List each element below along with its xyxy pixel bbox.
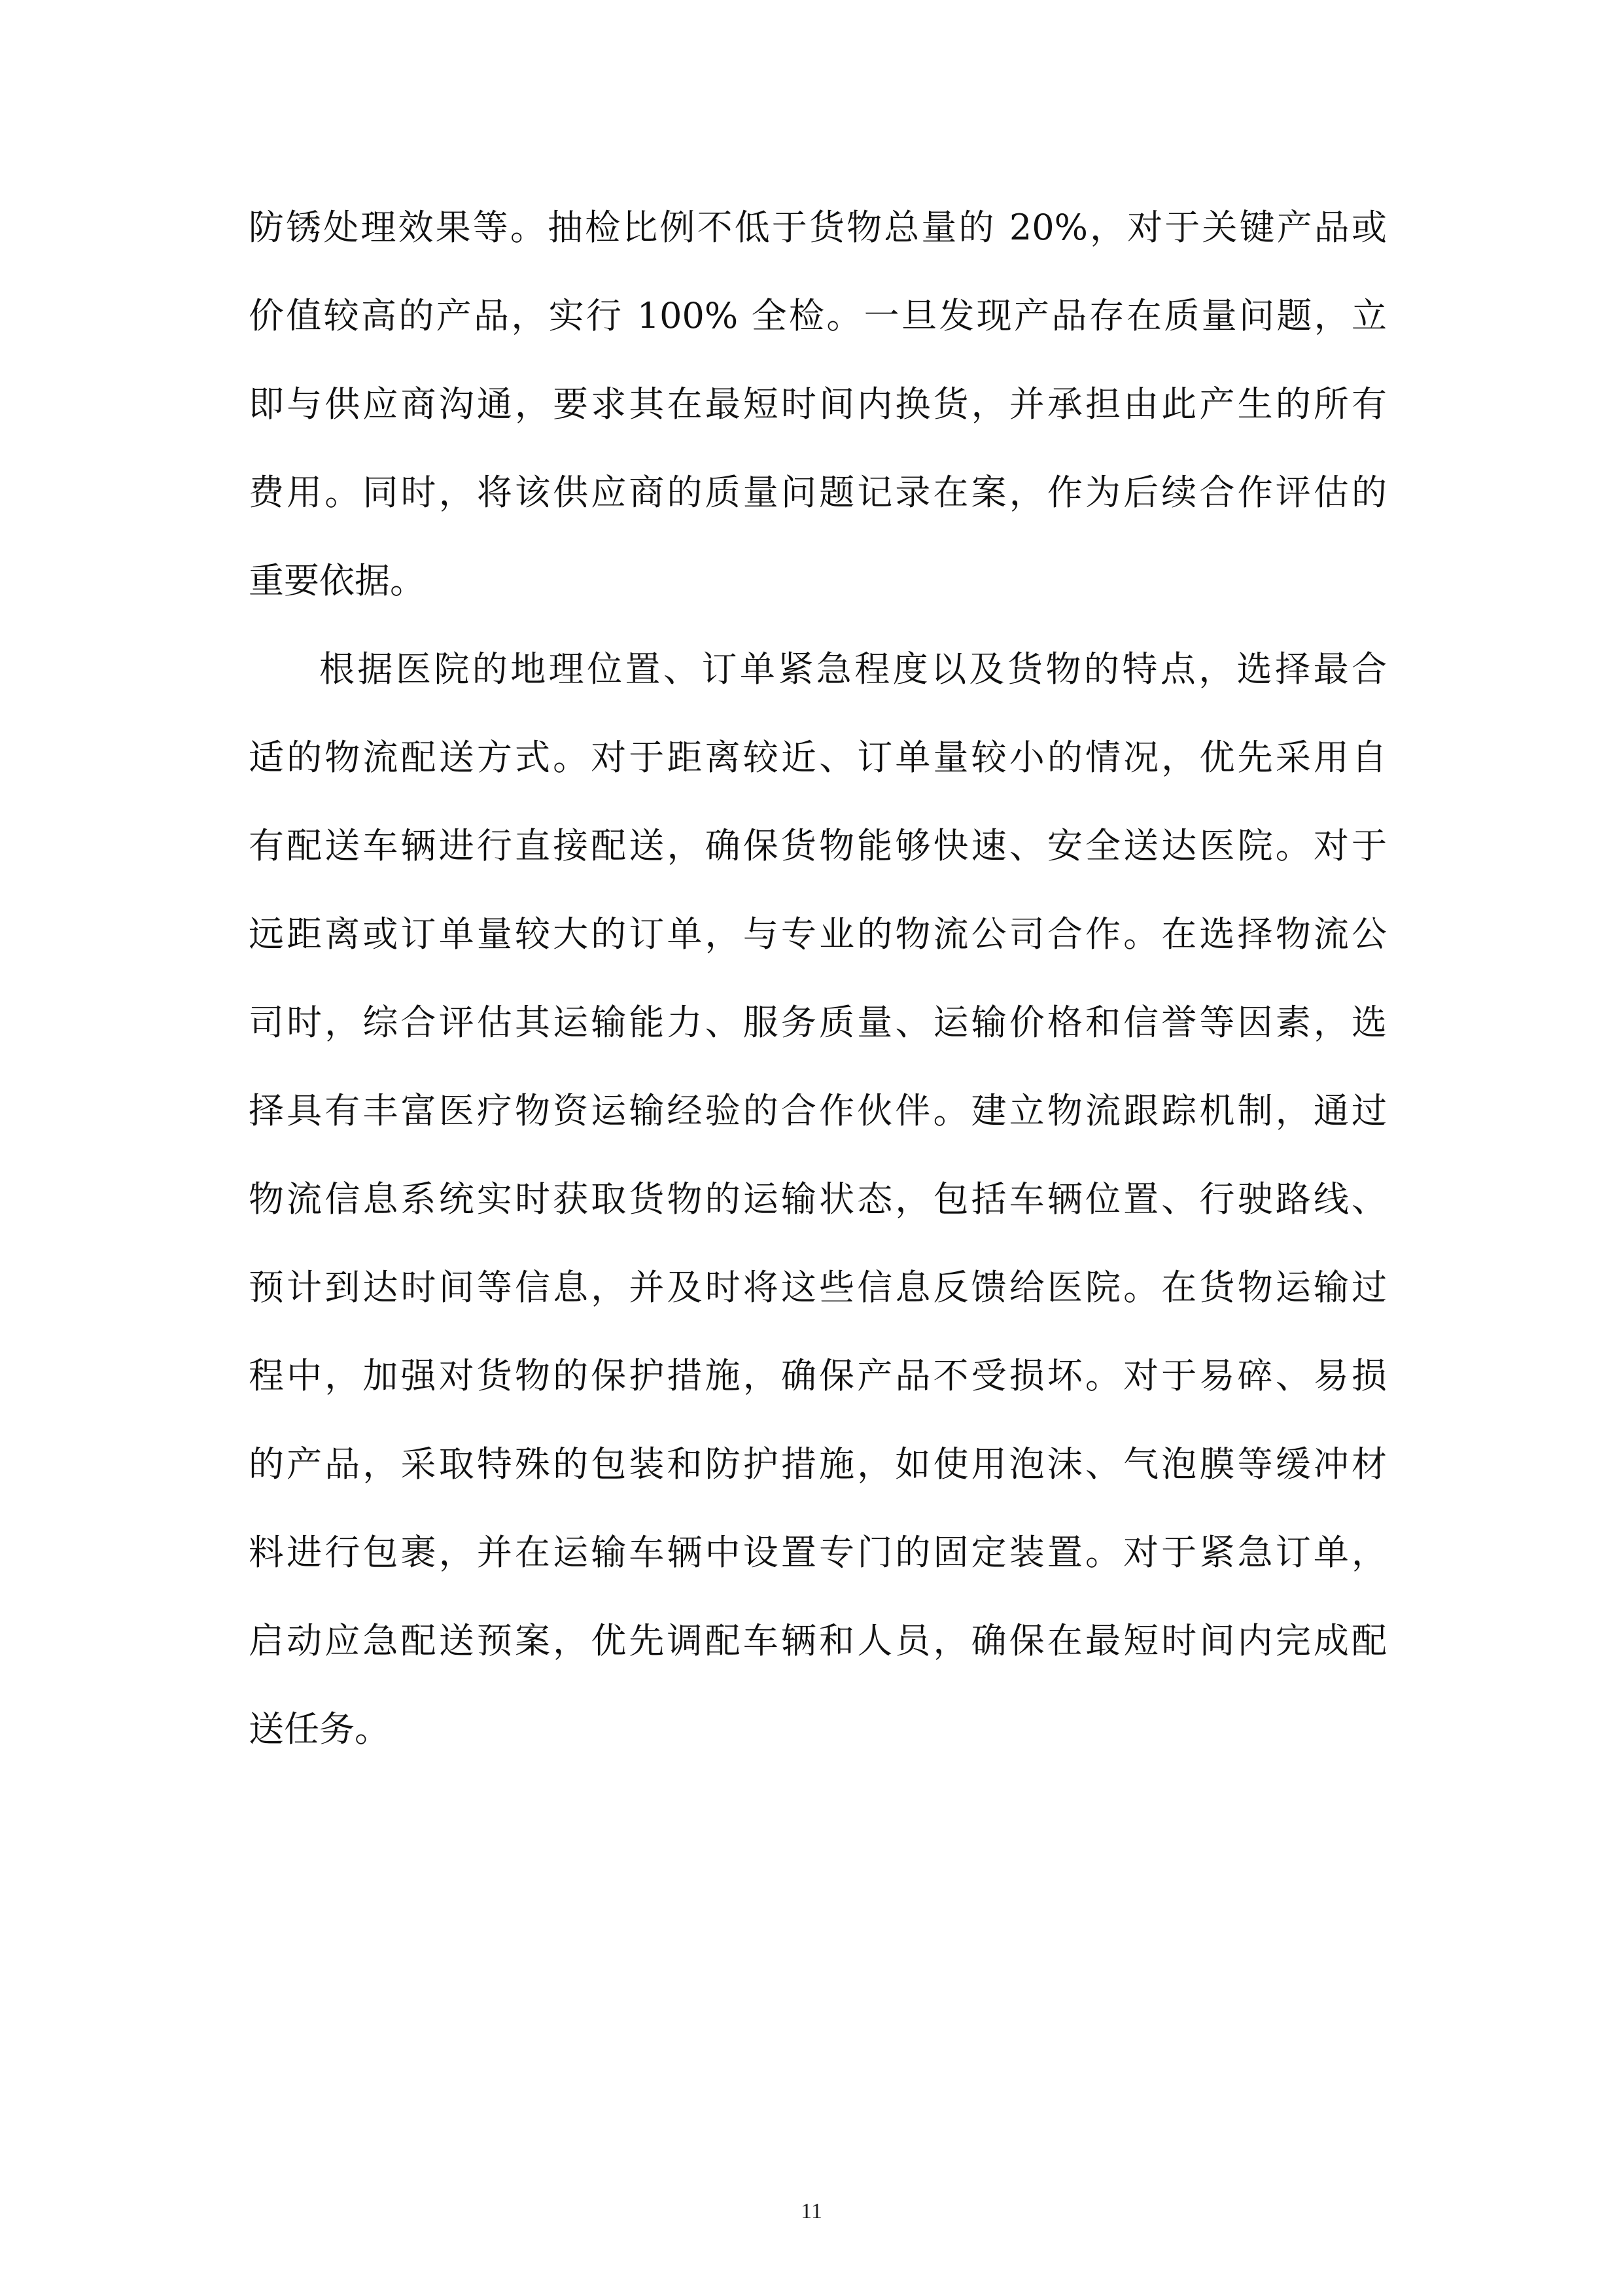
paragraph-line: 预计到达时间等信息，并及时将这些信息反馈给医院。在货物运输过	[249, 1267, 1387, 1308]
paragraph-line: 物流信息系统实时获取货物的运输状态，包括车辆位置、行驶路线、	[249, 1178, 1387, 1220]
paragraph-line: 价值较高的产品，实行 100% 全检。一旦发现产品存在质量问题，立	[249, 295, 1387, 336]
paragraph-line: 防锈处理效果等。抽检比例不低于货物总量的 20%，对于关键产品或	[249, 207, 1387, 248]
paragraph-line: 有配送车辆进行直接配送，确保货物能够快速、安全送达医院。对于	[249, 825, 1387, 866]
paragraph-line: 司时，综合评估其运输能力、服务质量、运输价格和信誉等因素，选	[249, 1002, 1387, 1043]
paragraph-line: 料进行包裹，并在运输车辆中设置专门的固定装置。对于紧急订单，	[249, 1532, 1387, 1573]
paragraph-line: 程中，加强对货物的保护措施，确保产品不受损坏。对于易碎、易损	[249, 1355, 1387, 1396]
page-number: 11	[801, 2199, 822, 2223]
paragraph-line: 重要依据。	[249, 560, 425, 601]
paragraph-line: 择具有丰富医疗物资运输经验的合作伙伴。建立物流跟踪机制，通过	[249, 1090, 1387, 1131]
paragraph-line: 即与供应商沟通，要求其在最短时间内换货，并承担由此产生的所有	[249, 383, 1387, 425]
paragraph-line: 费用。同时，将该供应商的质量问题记录在案，作为后续合作评估的	[249, 472, 1387, 513]
paragraph-line: 启动应急配送预案，优先调配车辆和人员，确保在最短时间内完成配	[249, 1620, 1387, 1661]
paragraph-line: 根据医院的地理位置、订单紧急程度以及货物的特点，选择最合	[319, 648, 1387, 690]
paragraph-2	[249, 625, 1387, 1773]
paragraph-line: 适的物流配送方式。对于距离较近、订单量较小的情况，优先采用自	[249, 737, 1387, 778]
paragraph-line: 送任务。	[249, 1708, 390, 1750]
body-text	[249, 183, 1387, 1773]
paragraph-line: 的产品，采取特殊的包装和防护措施，如使用泡沫、气泡膜等缓冲材	[249, 1443, 1387, 1485]
paragraph-1	[249, 183, 1387, 625]
paragraph-line: 远距离或订单量较大的订单，与专业的物流公司合作。在选择物流公	[249, 913, 1387, 955]
